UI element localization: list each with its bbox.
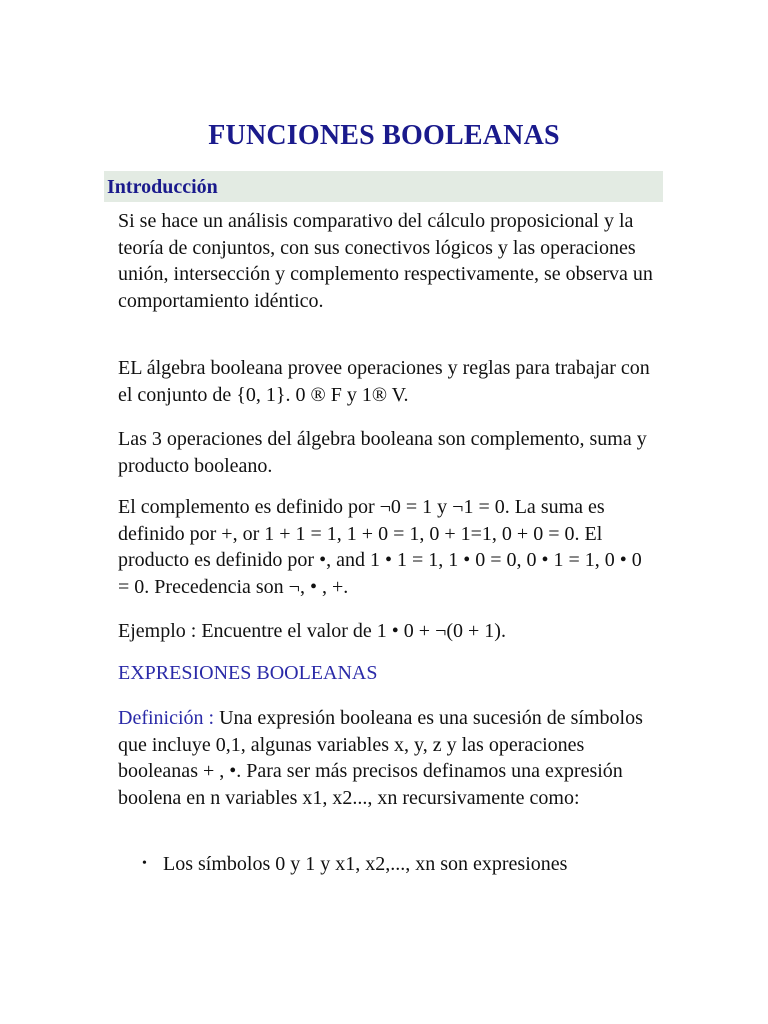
paragraph-definition	[118, 705, 658, 811]
section-header-bar	[104, 171, 663, 202]
definition-text: Una expresión booleana es una sucesión de símbolos que incluye 0,1, algunas variables x, y, z y las operaciones booleanas + , •. Para ser más precisos definamos una expresión boolena en n variables x1, x2..., xn recursivamente como:	[118, 707, 643, 809]
page-title: FUNCIONES BOOLEANAS	[208, 120, 560, 151]
paragraph-example: Ejemplo : Encuentre el valor de 1 • 0 + ¬(0 + 1).	[118, 620, 506, 642]
section-heading: Introducción	[107, 176, 218, 198]
bullet-icon: •	[142, 856, 147, 871]
paragraph-operations: Las 3 operaciones del álgebra booleana son complemento, suma y producto booleano.	[118, 428, 647, 477]
definition-label: Definición :	[118, 707, 215, 729]
paragraph-intro: Si se hace un análisis comparativo del cálculo proposicional y la teoría de conjuntos, con sus conectivos lógicos y las operaciones unión, intersección y complemento respectivamente, se observa un comportamiento idéntico.	[118, 210, 653, 312]
list-item-text: Los símbolos 0 y 1 y x1, x2,..., xn son expresiones	[163, 853, 568, 875]
paragraph-algebra: EL álgebra booleana provee operaciones y reglas para trabajar con el conjunto de {0, 1}. 0 ® F y 1® V.	[118, 357, 650, 406]
paragraph-definitions: El complemento es definido por ¬0 = 1 y ¬1 = 0. La suma es definido por +, or 1 + 1 = 1, 1 + 0 = 1, 0 + 1=1, 0 + 0 = 0. El producto es definido por •, and 1 • 1 = 1, 1 • 0 = 0, 0 • 1 = 1, 0 • 0 = 0. Precedencia son ¬, • , +.	[118, 496, 642, 598]
subheading-expressions: EXPRESIONES BOOLEANAS	[118, 662, 378, 684]
